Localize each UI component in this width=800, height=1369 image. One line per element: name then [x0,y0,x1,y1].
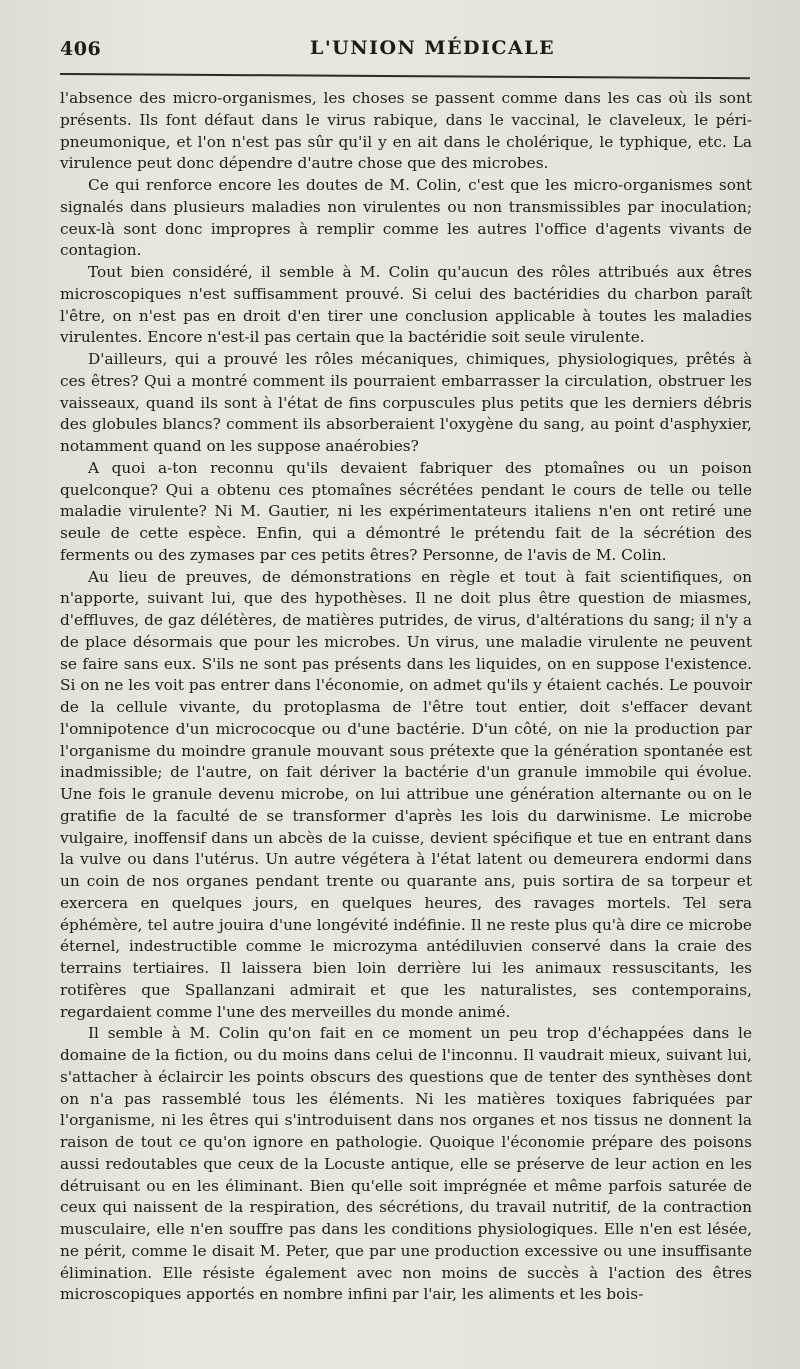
paragraph: Il semble à M. Colin qu'on fait en ce moment un peu trop d'échappées dans le domaine de la fiction, ou du moins dans celui de l'inconnu. Il vaudrait mieux, suivant lui, s'attacher à éclaircir les points obscurs des questions que de tenter des synthèses dont on n'a pas rassemblé tous les éléments. Ni les matières toxiques fabriquées par l'organisme, ni les êtres qui s'introduisent dans nos organes et nos tissus ne donnent la raison de tout ce qu'on ignore en pathologie. Quoique l'économie prépare des poisons aussi redoutables que ceux de la Locuste antique, elle se préserve de leur action en les détruisant ou en les éliminant. Bien qu'elle soit imprégnée et même parfois saturée de ceux qui naissent de la respiration, des sécrétions, du travail nutritif, de la contraction musculaire, elle n'en souffre pas dans les conditions physiologiques. Elle n'en est lésée, ne périt, comme le disait M. Peter, que par une production excessive ou une insuffisante élimination. Elle résiste également avec non moins de succès à l'action des êtres microscopiques apportés en nombre infini par l'air, les aliments et les bois- [60,1024,752,1304]
paragraph: Tout bien considéré, il semble à M. Colin qu'aucun des rôles attribués aux êtres microscopiques n'est suffisamment prouvé. Si celui des bactéridies du charbon paraît l'être, on n'est pas en droit d'en tirer une conclusion applicable à toutes les maladies virulentes. Encore n'est-il pas certain que la bactéridie soit seule virulente. [60,263,752,347]
paragraph: D'ailleurs, qui a prouvé les rôles mécaniques, chimiques, physiologiques, prêtés à ces êtres? Qui a montré comment ils pourraient embarrasser la circulation, obstruer les vaisseaux, quand ils sont à l'état de fins corpuscules plus petits que les derniers débris des globules blancs? comment ils absorberaient l'oxygène du sang, au point d'asphyxier, notamment quand on les suppose anaérobies? [60,350,752,455]
paragraph: Au lieu de preuves, de démonstrations en règle et tout à fait scientifiques, on n'apporte, suivant lui, que des hypothèses. Il ne doit plus être question de miasmes, d'effluves, de gaz délétères, de matières putrides, de virus, d'altérations du sang; il n'y a de place désormais que pour les microbes. Un virus, une maladie virulente ne peuvent se faire sans eux. S'ils ne sont pas présents dans les liquides, on en suppose l'existence. Si on ne les voit pas entrer dans l'économie, on admet qu'ils y étaient cachés. Le pouvoir de la cellule vivante, du protoplasma de l'être tout entier, doit s'effacer devant l'omnipotence d'un micrococque ou d'une bactérie. D'un côté, on nie la production par l'organisme du moindre granule mouvant sous prétexte que la génération spontanée est inadmissible; de l'autre, on fait dériver la bactérie d'un granule immobile qui évolue. Une fois le granule devenu microbe, on lui attribue une génération alternante ou on le gratifie de la faculté de se transformer d'après les lois du darwinisme. Le microbe vulgaire, inoffensif dans un abcès de la cuisse, devient spécifique et tue en entrant dans la vulve ou dans l'utérus. Un autre végétera à l'état latent ou demeurera endormi dans un coin de nos organes pendant trente ou quarante ans, puis sortira de sa torpeur et exercera en quelques jours, en quelques heures, des ravages mortels. Tel sera éphémère, tel autre jouira d'une longévité indéfinie. Il ne reste plus qu'à dire ce microbe éternel, indestructible comme le microzyma antédiluvien conservé dans la craie des terrains tertiaires. Il laissera bien loin derrière lui les animaux ressuscitants, les rotifères que Spallanzani admirait et que les naturalistes, ses contemporains, regardaient comme l'une des merveilles du monde animé. [60,567,752,1021]
running-title: L'UNION MÉDICALE [310,37,556,59]
paragraph-continued: l'absence des micro-organismes, les choses se passent comme dans les cas où ils sont présents. Ils font défaut dans le virus rabique, dans le vaccinal, le claveleux, le péri-pneumonique, et l'on n'est pas sûr qu'il y en ait dans le cholérique, le typhique, etc. La virulence peut donc dépendre d'autre chose que des microbes. [60,89,752,173]
paragraph: Ce qui renforce encore les doutes de M. Colin, c'est que les micro-organismes sont signalés dans plusieurs maladies non virulentes ou non transmissibles par inoculation; ceux-là sont donc impropres à remplir comme les autres l'office d'agents vivants de contagion. [60,176,752,260]
paragraph: A quoi a-ton reconnu qu'ils devaient fabriquer des ptomaînes ou un poison quelconque? Qui a obtenu ces ptomaînes sécrétées pendant le cours de telle ou telle maladie virulente? Ni M. Gautier, ni les expérimentateurs italiens n'en ont retiré une seule de cette espèce. Enfin, qui a démontré le prétendu fait de la sécrétion des ferments ou des zymases par ces petits êtres? Personne, de l'avis de M. Colin. [60,458,752,564]
page-number: 406 [60,38,102,60]
page-header [60,34,750,74]
article-body [60,88,752,1306]
